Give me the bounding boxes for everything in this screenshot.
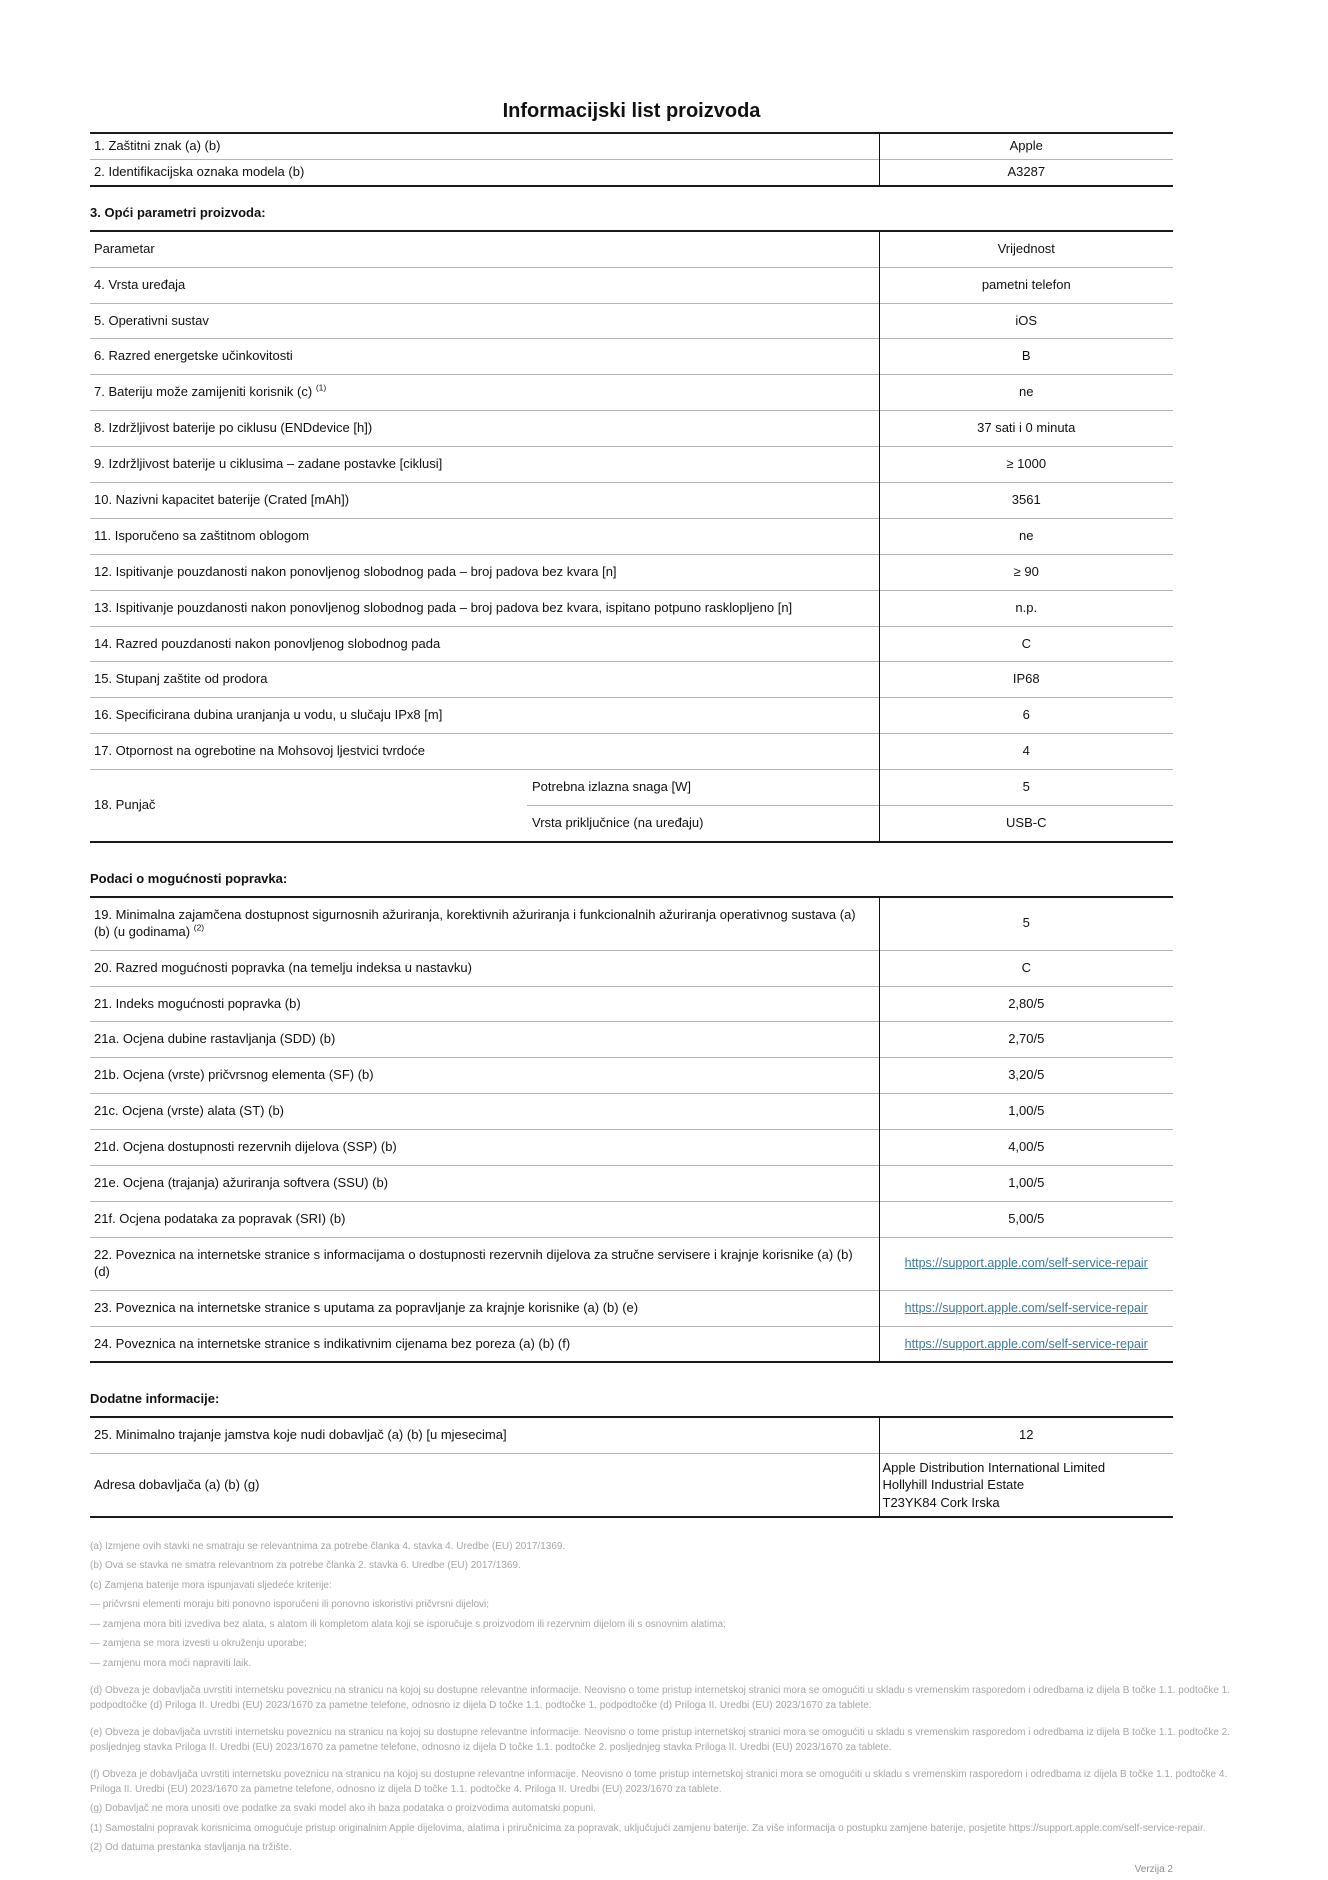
parameter-label-text: 21c. Ocjena (vrste) alata (ST) (b) [94, 1103, 284, 1119]
parameter-value: 5 [879, 770, 1173, 806]
footnote: (d) Obveza je dobavljača uvrstiti internetsku poveznicu na stranicu na kojoj su dostupne relevantne informacije. Neovisno o tome pristup internetskoj stranici mora se omogućiti u skladu s vremenskim rasporedom i odredbama iz dijela B točke 1.1. podtočke 1. podpodtočke (d) Priloga II. Uredbi (EU) 2023/1670 za pametne telefone, odnosno iz dijela D točke 1.1. podtočke 1. podpodtočke (d) Priloga II. Uredbi (EU) 2023/1670 za tablete. [90, 1685, 1231, 1711]
parameter-label [90, 267, 879, 303]
footnote: (1) Samostalni popravak korisnicima omogućuje pristup originalnim Apple dijelovima, alatima i priručnicima za popravak, uključujući zamjenu baterije. Za više informacija o postupku zamjene baterije, posjetite https://support.apple.com/self-service-repair. [90, 1822, 1206, 1834]
footnote: (c) Zamjena baterije mora ispunjavati sljedeće kriterije: [90, 1579, 332, 1591]
table-row [90, 1130, 1173, 1166]
parameter-label [90, 518, 879, 554]
parameter-label-text: 12. Ispitivanje pouzdanosti nakon ponovljenog slobodnog pada – broj padova bez kvara [n] [94, 563, 617, 579]
table-row [90, 1290, 1173, 1326]
parameter-value: 3,20/5 [879, 1058, 1173, 1094]
footnote: — zamjena se mora izvesti u okruženju uporabe; [90, 1638, 307, 1650]
table-row [90, 447, 1173, 483]
parameter-label-text: 22. Poveznica na internetske stranice s informacijama o dostupnosti rezervnih dijelova za stručne servisere i krajnje korisnike (a) (b) (d) [94, 1246, 853, 1279]
parameter-label [90, 1454, 879, 1517]
footnote: — zamjena mora biti izvediva bez alata, s alatom ili kompletom alata koji se isporučuje s proizvodom ili rezervnim dijelom ili s osnovnim alatima; [90, 1618, 726, 1630]
parameter-label-text: 6. Razred energetske učinkovitosti [94, 348, 293, 364]
parameter-label-text: 23. Poveznica na internetske stranice s uputama za popravljanje za krajnje korisnike (a) (b) (e) [94, 1299, 639, 1315]
parameter-value: 6 [879, 698, 1173, 734]
parameter-value: 4 [879, 734, 1173, 770]
document-content [90, 100, 1240, 1875]
parameter-label-text: 21. Indeks mogućnosti popravka (b) [94, 995, 301, 1011]
table-row [90, 1166, 1173, 1202]
parameter-label-text: 10. Nazivni kapacitet baterije (Crated [mAh]) [94, 492, 350, 508]
parameter-label [90, 1237, 879, 1290]
table-row [90, 950, 1173, 986]
parameter-label [90, 1022, 879, 1058]
table-row [90, 626, 1173, 662]
parameter-label [90, 662, 879, 698]
table-row [90, 1454, 1173, 1517]
parameter-value: ≥ 1000 [879, 447, 1173, 483]
table-row [90, 1022, 1173, 1058]
address-line: Hollyhill Industrial Estate [882, 1477, 1025, 1493]
table-row [90, 339, 1173, 375]
parameter-label-text: 13. Ispitivanje pouzdanosti nakon ponovljenog slobodnog pada – broj padova bez kvara, ispitano potpuno rasklopljeno [n] [94, 599, 793, 615]
parameter-label-text: 17. Otpornost na ogrebotine na Mohsovoj ljestvici tvrdoće [94, 743, 425, 759]
footnote: (e) Obveza je dobavljača uvrstiti internetsku poveznicu na stranicu na kojoj su dostupne relevantne informacije. Neovisno o tome pristup internetskoj stranici mora se omogućiti u skladu s vremenskim rasporedom i odredbama iz dijela B točke 1.1. podtočke 2. posljednjeg stavka Priloga II. Uredbi (EU) 2023/1670 za pametne telefone, odnosno iz dijela D točke 1.1. podtočke 2. posljednjeg stavka Priloga II. Uredbi (EU) 2023/1670 za tablete. [90, 1727, 1231, 1753]
column-header-value: Vrijednost [879, 231, 1173, 267]
table-row [90, 897, 1173, 950]
parameter-label-text: 4. Vrsta uređaja [94, 276, 186, 292]
footnote: (g) Dobavljač ne mora unositi ove podatke za svaki model ako ih baza podataka o proizvodima automatski popuni. [90, 1803, 596, 1815]
table-row [90, 1237, 1173, 1290]
parameter-label-text: 24. Poveznica na internetske stranice s indikativnim cijenama bez poreza (a) (b) (f) [94, 1335, 571, 1351]
parameter-label-text: 8. Izdržljivost baterije po ciklusu (ENDdevice [h]) [94, 420, 373, 436]
table-row [90, 1201, 1173, 1237]
parameter-label-text: 5. Operativni sustav [94, 312, 209, 328]
parameter-value: 1,00/5 [879, 1166, 1173, 1202]
parameter-label [90, 698, 879, 734]
section-heading-repairability: Podaci o mogućnosti popravka: [90, 870, 288, 886]
parameter-value: 3561 [879, 483, 1173, 519]
table-row [90, 483, 1173, 519]
footnote: — pričvrsni elementi moraju biti ponovno isporučeni ili ponovno iskoristivi pričvrsni dijelovi; [90, 1599, 490, 1611]
parameter-value: USB-C [879, 806, 1173, 842]
parameter-label [90, 339, 879, 375]
parameter-value: 2,80/5 [879, 986, 1173, 1022]
parameter-value: ne [879, 375, 1173, 411]
table-row [90, 133, 1173, 159]
table-row [90, 518, 1173, 554]
parameter-label-text: 21a. Ocjena dubine rastavljanja (SDD) (b) [94, 1031, 336, 1047]
section-heading-general-parameters: 3. Opći parametri proizvoda: [90, 204, 266, 220]
link-cell [879, 1326, 1173, 1362]
parameter-label [90, 1417, 879, 1453]
footnote: — zamjenu mora moći napraviti laik. [90, 1657, 252, 1669]
parameter-label [90, 590, 879, 626]
footnotes-section [90, 1540, 1240, 1856]
parameter-value: iOS [879, 303, 1173, 339]
parameter-label-text: 20. Razred mogućnosti popravka (na temelju indeksa u nastavku) [94, 959, 472, 975]
parameter-label [90, 303, 879, 339]
parameter-value: 2,70/5 [879, 1022, 1173, 1058]
parameter-value: ≥ 90 [879, 554, 1173, 590]
parameter-sublabel: Potrebna izlazna snaga [W] [527, 770, 879, 806]
parameter-label-text: 21d. Ocjena dostupnosti rezervnih dijelova (SSP) (b) [94, 1139, 397, 1155]
parameter-label [90, 1201, 879, 1237]
table-row [90, 662, 1173, 698]
parameter-label-text: 21e. Ocjena (trajanja) ažuriranja softvera (SSU) (b) [94, 1175, 389, 1191]
column-header-parameter: Parametar [90, 231, 879, 267]
parameter-label [90, 734, 879, 770]
parameter-label-text: 1. Zaštitni znak (a) (b) [94, 138, 221, 153]
table-row [90, 1094, 1173, 1130]
parameter-label-text: 14. Razred pouzdanosti nakon ponovljenog slobodnog pada [94, 635, 441, 651]
parameter-label [90, 375, 879, 411]
repair-link[interactable]: https://support.apple.com/self-service-repair [904, 1256, 1148, 1271]
parameter-label-text: 15. Stupanj zaštite od prodora [94, 671, 268, 687]
parameter-label: 18. Punjač [90, 770, 527, 842]
parameter-value: B [879, 339, 1173, 375]
parameter-label [90, 1130, 879, 1166]
parameter-value: Apple [879, 133, 1173, 159]
link-cell [879, 1237, 1173, 1290]
table-row [90, 303, 1173, 339]
parameter-value: pametni telefon [879, 267, 1173, 303]
parameter-label-text: 9. Izdržljivost baterije u ciklusima – zadane postavke [ciklusi] [94, 456, 443, 472]
parameter-value: 4,00/5 [879, 1130, 1173, 1166]
parameter-value: C [879, 950, 1173, 986]
parameter-label-text: 25. Minimalno trajanje jamstva koje nudi dobavljač (a) (b) [u mjesecima] [94, 1427, 507, 1443]
supplier-address [879, 1454, 1173, 1517]
footnote-marker: (2) [193, 922, 205, 933]
parameter-label-text: 16. Specificirana dubina uranjanja u vodu, u slučaju IPx8 [m] [94, 707, 443, 723]
footnote: (2) Od datuma prestanka stavljanja na tržište. [90, 1842, 292, 1854]
parameter-value: IP68 [879, 662, 1173, 698]
additional-info-table [90, 1416, 1173, 1517]
table-row [90, 698, 1173, 734]
identification-table [90, 132, 1173, 187]
table-row [90, 1058, 1173, 1094]
parameter-value: n.p. [879, 590, 1173, 626]
parameter-label [90, 897, 879, 950]
parameter-label-text: 21f. Ocjena podataka za popravak (SRI) (b) [94, 1210, 346, 1226]
address-line: T23YK84 Cork Irska [882, 1494, 1000, 1510]
parameter-value: 5,00/5 [879, 1201, 1173, 1237]
parameter-sublabel: Vrsta priključnice (na uređaju) [527, 806, 879, 842]
parameter-label [90, 447, 879, 483]
table-header-row [90, 231, 1173, 267]
parameter-label [90, 986, 879, 1022]
parameter-value: ne [879, 518, 1173, 554]
footnote: (f) Obveza je dobavljača uvrstiti internetsku poveznicu na stranicu na kojoj su dostupne relevantne informacije. Neovisno o tome pristup internetskoj stranici mora se omogućiti u skladu s vremenskim rasporedom i odredbama iz dijela B točke 1.1. podtočke 4. Priloga II. Uredbi (EU) 2023/1670 za pametne telefone, odnosno iz dijela D točke 1.1. podtočke 4. Priloga II. Uredbi (EU) 2023/1670 za tablete. [90, 1769, 1228, 1795]
parameter-label [90, 1058, 879, 1094]
table-row [90, 770, 1173, 806]
footnote: (b) Ova se stavka ne smatra relevantnom za potrebe članka 2. stavka 6. Uredbe (EU) 2017/1369. [90, 1560, 521, 1572]
parameter-label [90, 1326, 879, 1362]
repair-link[interactable]: https://support.apple.com/self-service-repair [904, 1300, 1148, 1315]
general-parameters-table [90, 230, 1173, 843]
parameter-value: 5 [879, 897, 1173, 950]
version-label: Verzija 2 [1134, 1863, 1173, 1875]
repair-link[interactable]: https://support.apple.com/self-service-repair [904, 1336, 1148, 1351]
table-row [90, 986, 1173, 1022]
parameter-value: A3287 [879, 159, 1173, 185]
footnote-marker: (1) [315, 383, 327, 394]
table-row [90, 590, 1173, 626]
parameter-label-text: Adresa dobavljača (a) (b) (g) [94, 1476, 260, 1492]
link-cell [879, 1290, 1173, 1326]
parameter-value: 37 sati i 0 minuta [879, 411, 1173, 447]
table-row [90, 411, 1173, 447]
repairability-table [90, 896, 1173, 1363]
parameter-label-text: 19. Minimalna zajamčena dostupnost sigurnosnih ažuriranja, korektivnih ažuriranja i funkcionalnih ažuriranja operativnog sustava (a) (b) (u godinama) [94, 906, 856, 939]
parameter-value: C [879, 626, 1173, 662]
table-row [90, 1417, 1173, 1453]
parameter-label-text: 11. Isporučeno sa zaštitnom oblogom [94, 527, 310, 543]
parameter-label [90, 626, 879, 662]
parameter-label [90, 159, 879, 185]
table-row [90, 267, 1173, 303]
table-row [90, 554, 1173, 590]
parameter-label [90, 411, 879, 447]
footnote: (a) Izmjene ovih stavki ne smatraju se relevantnima za potrebe članka 4. stavka 4. Uredbe (EU) 2017/1369. [90, 1540, 566, 1552]
parameter-value: 12 [879, 1417, 1173, 1453]
parameter-label-text: 21b. Ocjena (vrste) pričvrsnog elementa (SF) (b) [94, 1067, 374, 1083]
parameter-label [90, 950, 879, 986]
parameter-label [90, 554, 879, 590]
parameter-label-text: 2. Identifikacijska oznaka modela (b) [94, 163, 305, 179]
parameter-label [90, 1166, 879, 1202]
page-title: Informacijski list proizvoda [502, 100, 761, 122]
parameter-value: 1,00/5 [879, 1094, 1173, 1130]
table-row [90, 159, 1173, 185]
address-line: Apple Distribution International Limited [882, 1460, 1106, 1476]
parameter-label [90, 133, 879, 159]
table-row [90, 1326, 1173, 1362]
section-heading-additional-info: Dodatne informacije: [90, 1391, 220, 1407]
parameter-label [90, 483, 879, 519]
parameter-label-text: 7. Bateriju može zamijeniti korisnik (c) [94, 384, 313, 400]
parameter-label [90, 1290, 879, 1326]
parameter-label [90, 1094, 879, 1130]
table-row [90, 375, 1173, 411]
table-row [90, 734, 1173, 770]
